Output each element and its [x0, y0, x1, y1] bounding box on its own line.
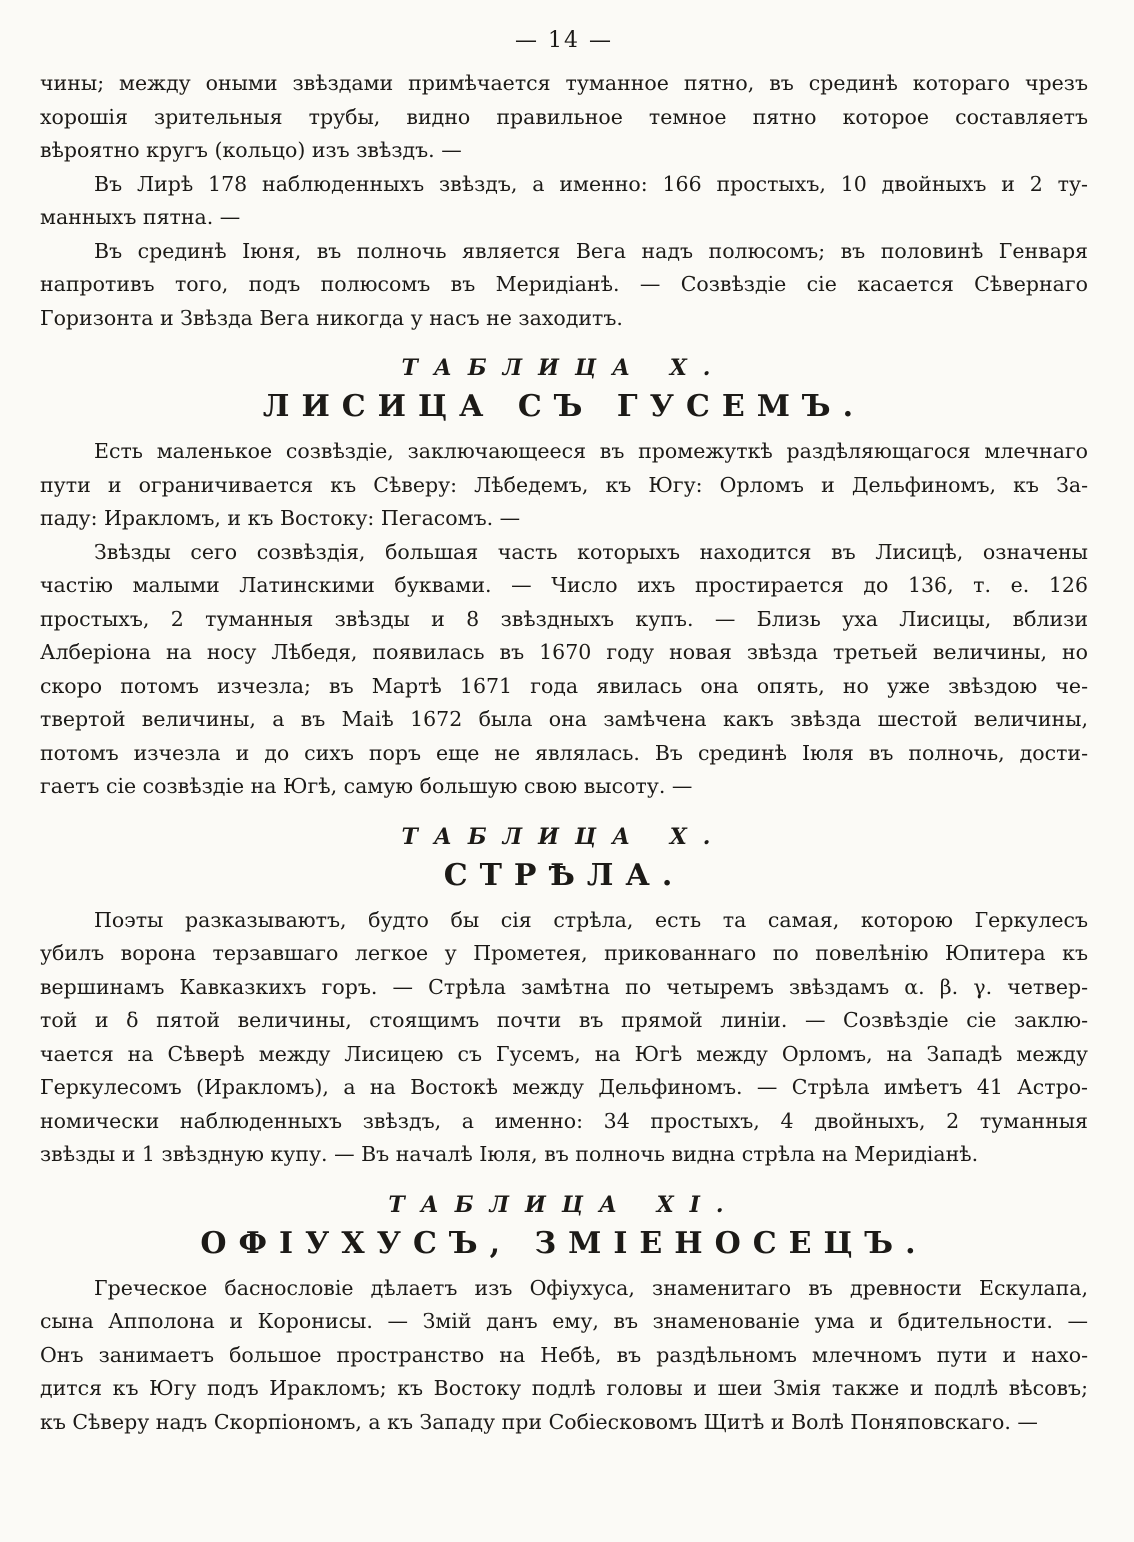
paragraph-arrow	[40, 904, 1088, 1172]
text-line: скоро потомъ изчезла; въ Мартѣ 1671 года явилась она опять, но уже звѣздою че-	[40, 673, 1088, 698]
text-line: Есть маленькое созвѣздіе, заключающееся въ промежуткѣ раздѣляющагося млечнаго	[94, 439, 1088, 463]
text-line: Поэты разказываютъ, будто бы сія стрѣла, есть та самая, которою Геркулесъ	[94, 907, 1088, 932]
text-line: вершинамъ Кавказкихъ горъ. — Стрѣла замѣтна по четыремъ звѣздамъ α. β. γ. четвер-	[40, 974, 1088, 999]
text-line: гаетъ сіе созвѣздіе на Югѣ, самую большую свою высоту. —	[40, 774, 693, 798]
section-heading: ОФІУХУСЪ, ЗМІЕНОСЕЦЪ.	[200, 1225, 928, 1261]
paragraph-lyra-end	[40, 67, 1088, 168]
paragraph-ophiuchus	[40, 1272, 1088, 1440]
paragraph-fox-stars	[40, 536, 1088, 804]
text-line: простыхъ, 2 туманныя звѣзды и 8 звѣздныхъ купъ. — Близь уха Лисицы, вблизи	[40, 606, 1088, 631]
text-line: Геркулесомъ (Иракломъ), а на Востокѣ между Дельфиномъ. — Стрѣла имѣетъ 41 Астро-	[40, 1075, 1088, 1099]
paragraph-lyra-vega	[40, 235, 1088, 336]
text-line: къ Сѣверу надъ Скорпіономъ, а къ Западу при Собіесковомъ Щитѣ и Волѣ Поняповскаго. —	[40, 1409, 1038, 1434]
text-line: Звѣзды сего созвѣздія, большая часть которыхъ находится въ Лисицѣ, означены	[94, 539, 1088, 564]
text-line: манныхъ пятна. —	[40, 205, 241, 229]
text-line: Въ срединѣ Іюня, въ полночь является Вега надъ полюсомъ; въ половинѣ Генваря	[94, 238, 1088, 263]
page-number: — 14 —	[515, 28, 613, 53]
section-label: ТАБЛИЦА X.	[401, 823, 727, 850]
text-line: Въ Лирѣ 178 наблюденныхъ звѣздъ, а именно: 166 простыхъ, 10 двойныхъ и 2 ту-	[94, 171, 1088, 196]
section-heading: СТРѢЛА.	[443, 857, 685, 893]
text-line: сына Апполона и Коронисы. — Змій данъ ему, въ знаменованіе ума и бдительности. —	[40, 1309, 1088, 1333]
section-label: ТАБЛИЦА XI.	[388, 1191, 740, 1218]
text-line: твертой величины, а въ Маіѣ 1672 была она замѣчена какъ звѣзда шестой величины,	[40, 707, 1088, 731]
text-line: потомъ изчезла и до сихъ поръ еще не являлась. Въ срединѣ Іюля въ полночь, дости-	[40, 740, 1088, 765]
text-line: звѣзды и 1 звѣздную купу. — Въ началѣ Іюля, въ полночь видна стрѣла на Меридіанѣ.	[40, 1142, 979, 1166]
text-line: частію малыми Латинскими буквами. — Число ихъ простирается до 136, т. е. 126	[40, 573, 1088, 597]
text-line: вѣроятно кругъ (кольцо) изъ звѣздъ. —	[40, 138, 462, 162]
text-line: Онъ занимаетъ большое пространство на Небѣ, въ раздѣльномъ млечномъ пути и нахо-	[40, 1342, 1088, 1367]
text-line: Алберіона на носу Лѣбедя, появилась въ 1670 году новая звѣзда третьей величины, но	[40, 640, 1088, 664]
paragraph-lyra-stars	[40, 168, 1088, 235]
text-line: убилъ ворона терзавшаго легкое у Прометея, прикованнаго по повелѣнію Юпитера къ	[40, 941, 1088, 965]
text-line: Греческое баснословіе дѣлаетъ изъ Офіухуса, знаменитаго въ древности Ескулапа,	[94, 1275, 1088, 1300]
text-line: чается на Сѣверѣ между Лисицею съ Гусемъ, на Югѣ между Орломъ, на Западѣ между	[40, 1041, 1088, 1066]
text-line: пути и ограничивается къ Сѣверу: Лѣбедемъ, къ Югу: Орломъ и Дельфиномъ, къ За-	[40, 472, 1088, 497]
text-line: паду: Иракломъ, и къ Востоку: Пегасомъ. —	[40, 506, 521, 530]
text-line: хорошія зрительныя трубы, видно правильное темное пятно которое составляетъ	[40, 104, 1088, 129]
text-line: номически наблюденныхъ звѣздъ, а именно: 34 простыхъ, 4 двойныхъ, 2 туманныя	[40, 1108, 1088, 1133]
paragraph-fox-borders	[40, 435, 1088, 536]
section-heading: ЛИСИЦА СЪ ГУСЕМЪ.	[262, 389, 866, 424]
text-line: той и δ пятой величины, стоящимъ почти въ прямой линіи. — Созвѣздіе сіе заклю-	[40, 1008, 1088, 1032]
text-line: напротивъ того, подъ полюсомъ въ Меридіанѣ. — Созвѣздіе сіе касается Сѣвернаго	[40, 272, 1088, 296]
text-line: Горизонта и Звѣзда Вега никогда у насъ не заходитъ.	[40, 305, 623, 330]
text-line: чины; между оными звѣздами примѣчается туманное пятно, въ срединѣ котораго чрезъ	[40, 71, 1088, 95]
text-line: дится къ Югу подъ Иракломъ; къ Востоку подлѣ головы и шеи Змія также и подлѣ вѣсовъ;	[40, 1376, 1088, 1400]
section-label: ТАБЛИЦА X.	[401, 355, 727, 381]
